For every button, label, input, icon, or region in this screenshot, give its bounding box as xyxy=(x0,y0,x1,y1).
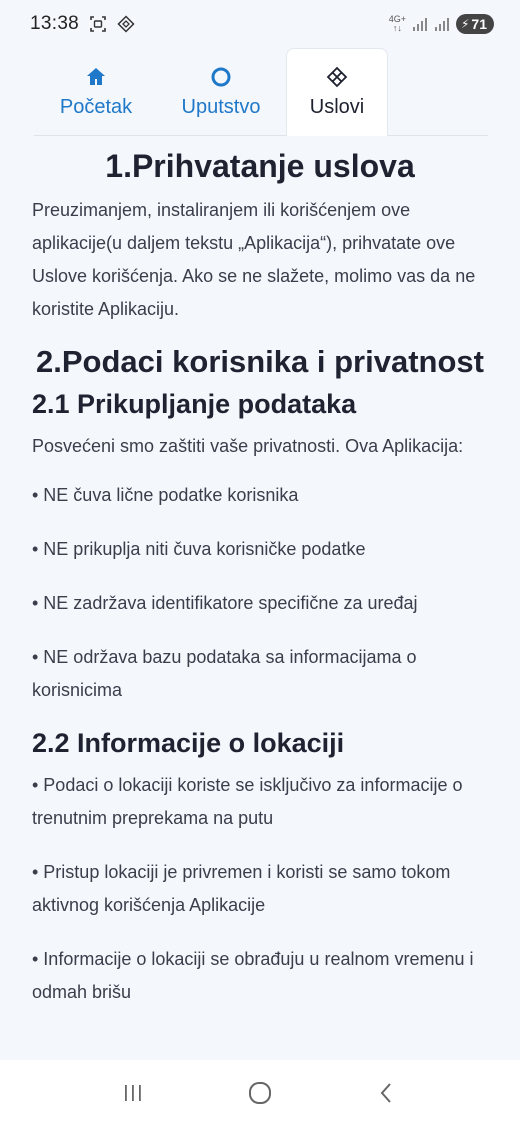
status-right xyxy=(389,14,494,34)
tab-label: Uputstvo xyxy=(181,95,261,118)
tab-pocetak[interactable] xyxy=(34,48,158,136)
back-button[interactable] xyxy=(372,1078,402,1108)
home-icon xyxy=(85,66,107,88)
recent-apps-button[interactable] xyxy=(118,1078,148,1108)
tab-label: Uslovi xyxy=(309,96,365,118)
battery-indicator xyxy=(456,14,494,34)
section-title: 1.Prihvatanje uslova xyxy=(105,148,415,184)
tab-bar xyxy=(34,48,488,136)
network-indicator xyxy=(389,15,406,33)
paragraph: Preuzimanjem, instaliranjem ili korišćenjem ove aplikacije(u daljem tekstu „Aplikacija“), prihvatate ove Uslove korišćenja. Ako se ne slažete, molimo vas da ne koristite Aplikaciju. xyxy=(32,200,476,319)
tab-label: Početak xyxy=(59,95,133,118)
network-label: 4G+ xyxy=(388,14,406,24)
list-item: • NE čuva lične podatke korisnika xyxy=(32,485,299,505)
subsection-title: 2.1 Prikupljanje podataka xyxy=(32,389,357,419)
home-circle-icon xyxy=(246,1079,274,1107)
status-time: 13:38 xyxy=(30,13,80,34)
network-arrows-icon: ↑↓ xyxy=(392,23,402,33)
terms-content[interactable] xyxy=(0,136,520,1060)
section-title: 2.Podaci korisnika i privatnost xyxy=(36,344,484,379)
battery-level: 71 xyxy=(471,16,487,32)
list-item: • Podaci o lokaciji koriste se isključivo za informacije o trenutnim preprekama na putu xyxy=(32,775,463,828)
subsection-title: 2.2 Informacije o lokaciji xyxy=(32,728,345,758)
status-left xyxy=(30,13,135,35)
list-item: • NE prikuplja niti čuva korisničke podatke xyxy=(32,539,366,559)
screenshot-icon xyxy=(89,15,107,33)
recent-apps-icon xyxy=(121,1081,145,1105)
paragraph: Posvećeni smo zaštiti vaše privatnosti. Ova Aplikacija: xyxy=(32,436,464,456)
charging-icon: ⚡ xyxy=(460,17,470,31)
list-item: • Pristup lokaciji je privremen i koristi se samo tokom aktivnog korišćenja Aplikacije xyxy=(32,862,451,915)
circle-icon xyxy=(210,66,232,88)
tab-uputstvo[interactable] xyxy=(158,48,284,136)
diamond-grid-icon xyxy=(326,66,348,88)
status-bar xyxy=(0,0,520,48)
nfc-icon xyxy=(117,15,135,33)
tab-uslovi[interactable] xyxy=(286,48,388,136)
home-button[interactable] xyxy=(245,1078,275,1108)
list-item: • NE održava bazu podataka sa informacijama o korisnicima xyxy=(32,647,417,700)
list-item: • Informacije o lokaciji se obrađuju u realnom vremenu i odmah brišu xyxy=(32,949,474,1002)
signal-icon-2 xyxy=(434,16,450,32)
back-icon xyxy=(375,1081,399,1105)
list-item: • NE zadržava identifikatore specifične za uređaj xyxy=(32,593,418,613)
system-nav-bar xyxy=(0,1060,520,1126)
signal-icon xyxy=(412,16,428,32)
